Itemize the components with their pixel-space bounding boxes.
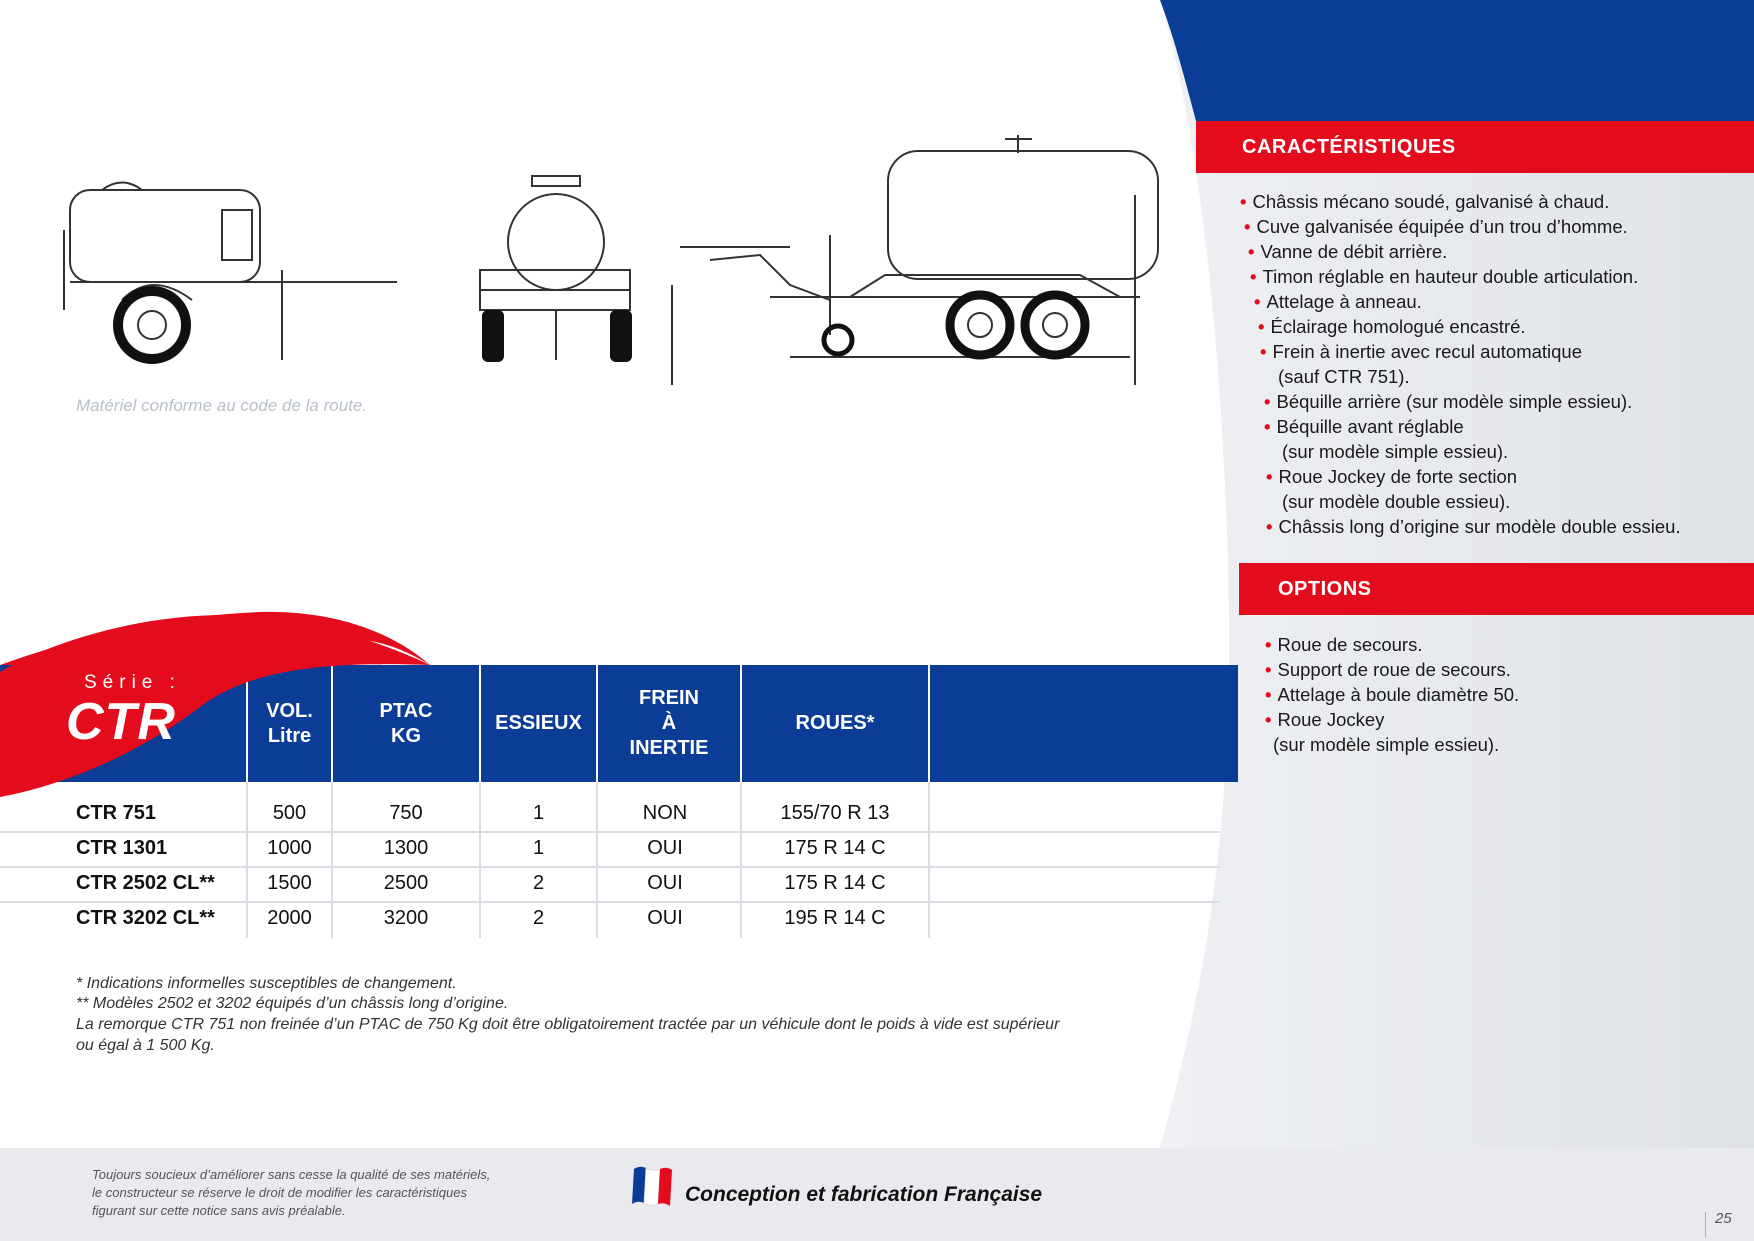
- table-row: CTR 3202 CL** 2000 3200 2 OUI 195 R 14 C: [76, 907, 886, 929]
- caracteristiques-heading: CARACTÉRISTIQUES: [1196, 121, 1754, 173]
- list-item: • Roue Jockey: [1265, 709, 1385, 730]
- list-item: • Vanne de débit arrière.: [1248, 241, 1448, 262]
- list-item: • Châssis mécano soudé, galvanisé à chaud.: [1240, 191, 1610, 212]
- trailer-side-view-drawing: [62, 170, 412, 370]
- list-item: • Éclairage homologué encastré.: [1258, 316, 1526, 337]
- column-header-ptac: PTAC KG: [379, 699, 433, 747]
- trailer-rear-view-drawing: [470, 170, 650, 370]
- page-number-separator: [1705, 1212, 1706, 1238]
- list-item: • Attelage à boule diamètre 50.: [1265, 684, 1520, 705]
- list-item: • Timon réglable en hauteur double articulation.: [1250, 266, 1639, 287]
- column-header-essieux: ESSIEUX: [495, 712, 582, 734]
- serie-label: Série :: [84, 672, 181, 693]
- footnote: ** Modèles 2502 et 3202 équipés d’un châssis long d’origine.: [76, 995, 509, 1012]
- list-item: • Cuve galvanisée équipée d’un trou d’homme.: [1244, 216, 1628, 237]
- list-item: • Béquille arrière (sur modèle simple essieu).: [1264, 391, 1633, 412]
- serie-name: CTR: [66, 693, 176, 751]
- footnote: La remorque CTR 751 non freinée d’un PTAC de 750 Kg doit être obligatoirement tractée par un véhicule dont le poids à vide est supérieur: [76, 1016, 1060, 1033]
- list-item: • Châssis long d’origine sur modèle double essieu.: [1266, 516, 1681, 537]
- list-item: (sur modèle simple essieu).: [1273, 734, 1500, 755]
- list-item: • Frein à inertie avec recul automatique: [1260, 341, 1583, 362]
- column-header-vol: VOL. Litre: [266, 699, 313, 747]
- footnote: ou égal à 1 500 Kg.: [76, 1037, 215, 1054]
- tagline: Conception et fabrication Française: [685, 1183, 1043, 1206]
- column-header-roues: ROUES*: [795, 712, 875, 734]
- trailer-double-axle-drawing: [670, 135, 1170, 395]
- footnote: * Indications informelles susceptibles de changement.: [76, 975, 457, 992]
- options-list: [1265, 632, 1519, 757]
- table-row: CTR 2502 CL** 1500 2500 2 OUI 175 R 14 C: [76, 872, 886, 894]
- list-item: • Roue de secours.: [1265, 634, 1423, 655]
- caracteristiques-list: [1240, 189, 1681, 539]
- table-row: CTR 751 500 750 1 NON 155/70 R 13: [76, 802, 890, 824]
- compliance-caption: Matériel conforme au code de la route.: [76, 396, 368, 415]
- column-header-frein: FREIN À INERTIE: [629, 687, 709, 759]
- page-number: 25: [1715, 1210, 1732, 1227]
- list-item: (sur modèle double essieu).: [1282, 491, 1511, 512]
- table-row: CTR 1301 1000 1300 1 OUI 175 R 14 C: [76, 837, 886, 859]
- french-flag-icon: [630, 1163, 680, 1211]
- options-heading: OPTIONS: [1239, 563, 1754, 615]
- list-item: • Roue Jockey de forte section: [1266, 466, 1518, 487]
- list-item: • Support de roue de secours.: [1265, 659, 1511, 680]
- list-item: • Attelage à anneau.: [1254, 291, 1422, 312]
- list-item: (sauf CTR 751).: [1278, 366, 1410, 387]
- list-item: • Béquille avant réglable: [1264, 416, 1464, 437]
- disclaimer: Toujours soucieux d’améliorer sans cesse la qualité de ses matériels, le constructeur se réserve le droit de modifier les caractéristiques figurant sur cette notice sans avis préalable.: [92, 1167, 491, 1218]
- list-item: (sur modèle simple essieu).: [1282, 441, 1509, 462]
